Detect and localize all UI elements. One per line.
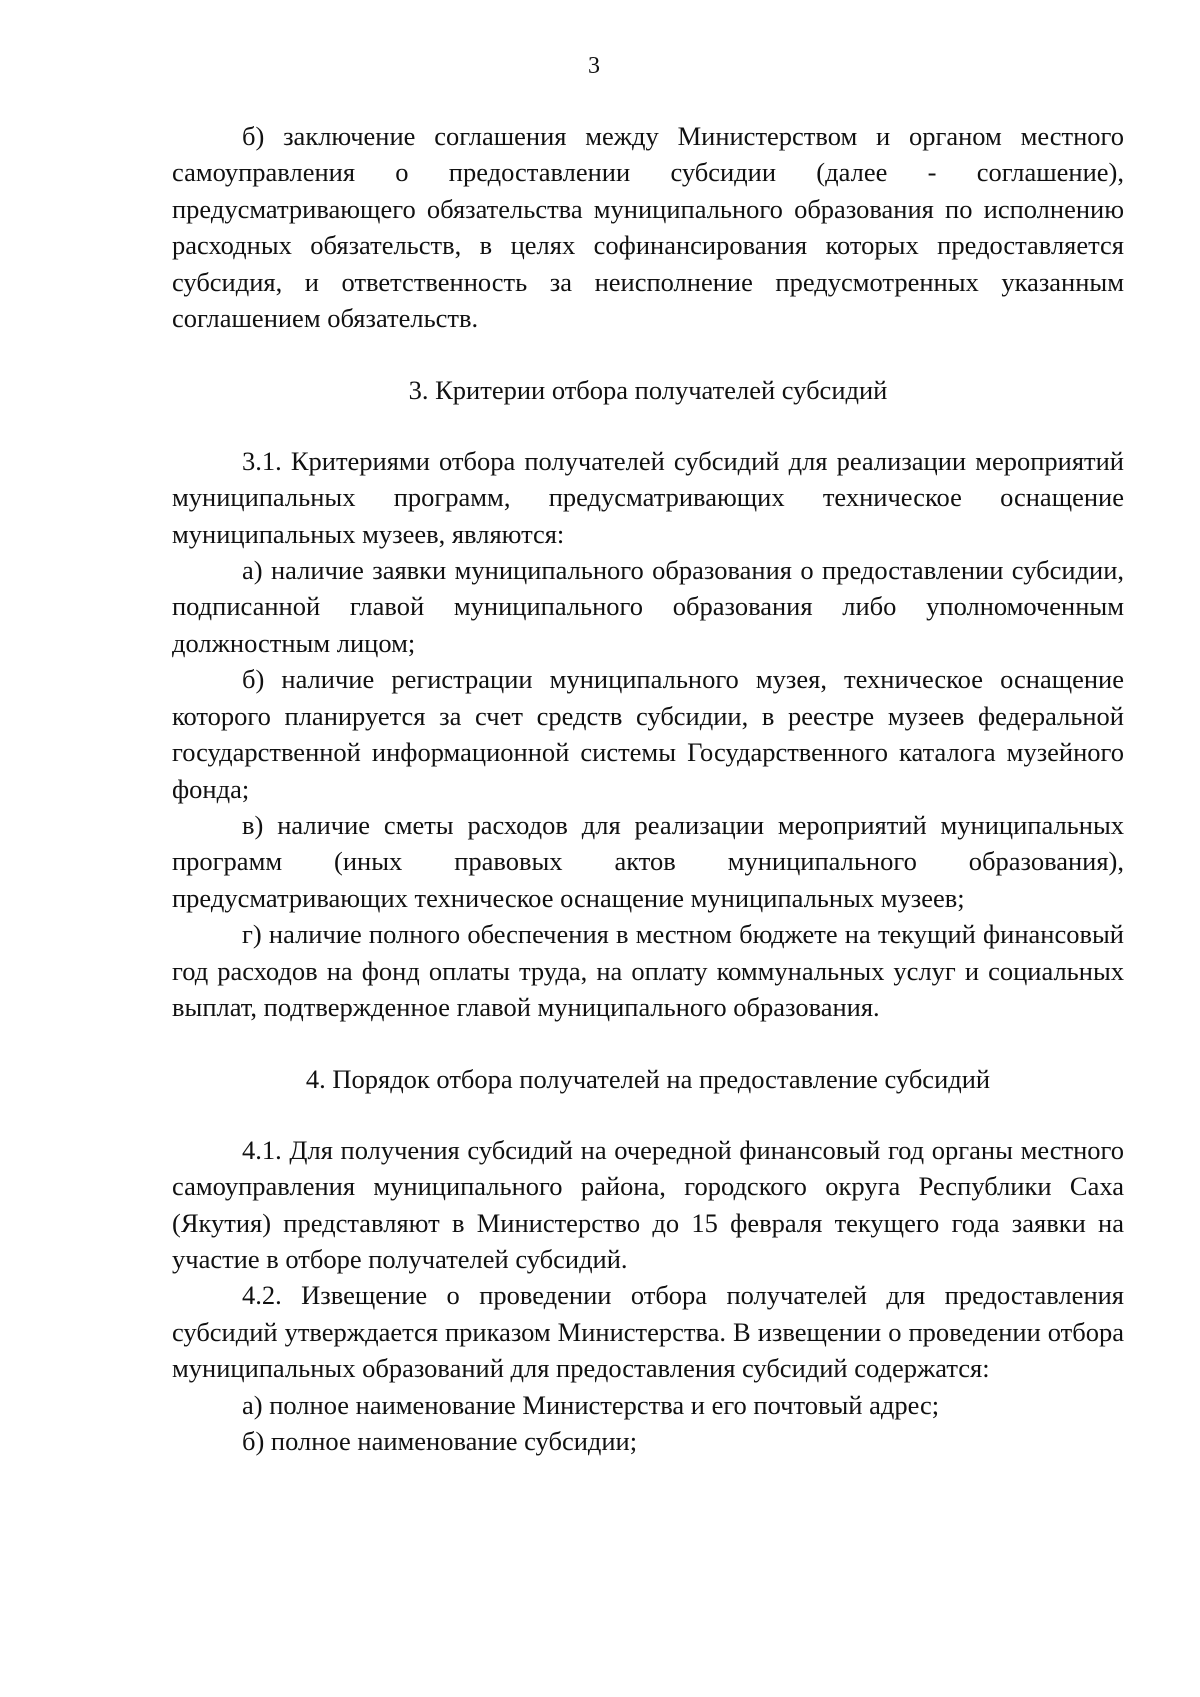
page-number: 3	[588, 53, 600, 79]
paragraph-3-1-g: г) наличие полного обеспечения в местном бюджете на текущий финансовый год расходов на фонд оплаты труда, на оплату коммунальных услуг и социальных выплат, подтвержденное главой муниципального образования.	[172, 919, 1124, 1022]
spacer	[172, 1025, 1124, 1061]
spacer	[172, 409, 1124, 443]
paragraph-3-1: 3.1. Критериями отбора получателей субсидий для реализации мероприятий муниципальных программ, предусматривающих техническое оснащение муниципальных музеев, являются:	[172, 445, 1124, 549]
paragraph-3-1-a: а) наличие заявки муниципального образования о предоставлении субсидии, подписанной главой муниципального образования либо уполномоченным должностным лицом;	[172, 555, 1124, 658]
spacer	[172, 1098, 1124, 1132]
paragraph-4-2-a: а) полное наименование Министерства и его почтовый адрес;	[242, 1389, 940, 1420]
paragraph-2b-agreement: б) заключение соглашения между Министерством и органом местного самоуправления о предоставлении субсидии (далее - соглашение), предусматривающего обязательства муниципального образования по исполнению расходных обязательств, в целях софинансирования которых предоставляется субсидия, и ответственность за неисполнение предусмотренных указанным соглашением обязательств.	[172, 121, 1124, 334]
paragraph-4-2-b: б) полное наименование субсидии;	[242, 1426, 638, 1456]
paragraph-3-1-v: в) наличие сметы расходов для реализации мероприятий муниципальных программ (иных правовых актов муниципального образования), предусматривающих техническое оснащение муниципальных музеев;	[172, 809, 1124, 913]
section-heading-4: 4. Порядок отбора получателей на предоставление субсидий	[305, 1064, 991, 1095]
paragraph-3-1-b: б) наличие регистрации муниципального музея, техническое оснащение которого планируется за счет средств субсидии, в реестре музеев федеральной государственной информационной системы Государственного каталога музейного фонда;	[172, 664, 1124, 804]
section-heading-3: 3. Критерии отбора получателей субсидий	[408, 375, 888, 406]
document-body	[172, 118, 1124, 1459]
paragraph-4-2: 4.2. Извещение о проведении отбора получателей для предоставления субсидий утверждается приказом Министерства. В извещении о проведении отбора муниципальных образований для предоставления субсидий содержатся:	[172, 1280, 1124, 1384]
spacer	[172, 336, 1124, 372]
paragraph-4-1: 4.1. Для получения субсидий на очередной финансовый год органы местного самоуправления муниципального района, городского округа Республики Саха (Якутия) представляют в Министерство до 15 февраля текущего года заявки на участие в отборе получателей субсидий.	[172, 1134, 1124, 1274]
